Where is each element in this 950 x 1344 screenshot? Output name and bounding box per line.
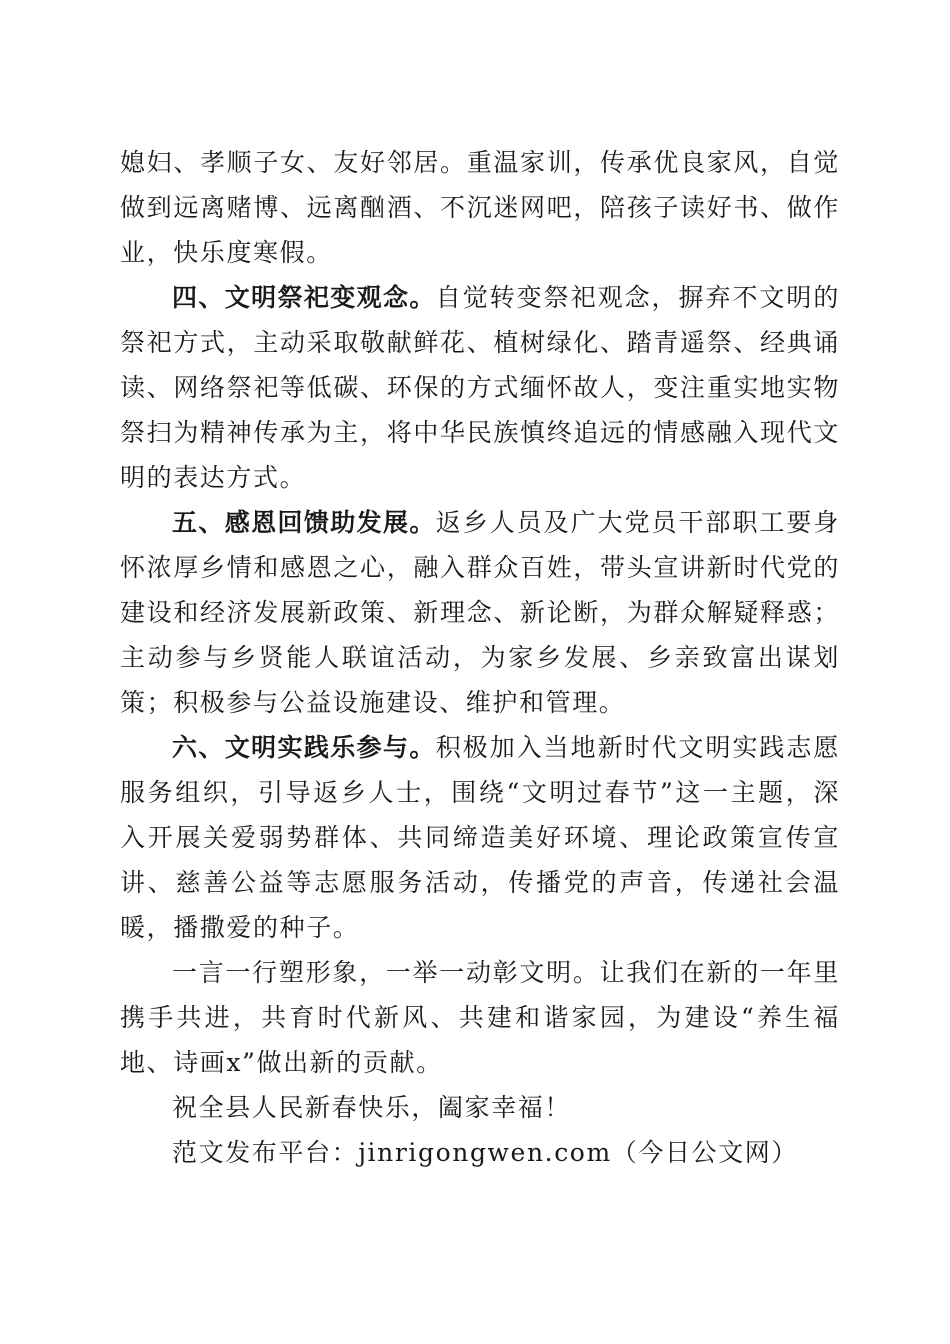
- paragraph-continuation: [120, 140, 840, 275]
- document-body: [120, 140, 840, 1175]
- paragraph-text: 自觉转变祭祀观念，摒弃不文明的祭祀方式，主动采取敬献鲜花、植树绿化、踏青遥祭、经典诵读、网络祭祀等低碳、环保的方式缅怀故人，变注重实地实物祭扫为精神传承为主，将中华民族慎终追远的情感融入现代文明的表达方式。: [120, 283, 840, 492]
- paragraph-source: [120, 1130, 840, 1175]
- paragraph-text: 范文发布平台：jinrigongwen.com（今日公文网）: [172, 1138, 798, 1167]
- paragraph-text: 媳妇、孝顺子女、友好邻居。重温家训，传承优良家风，自觉做到远离赌博、远离酗酒、不沉迷网吧，陪孩子读好书、做作业，快乐度寒假。: [120, 148, 840, 267]
- section-heading: 六、文明实践乐参与。: [172, 733, 436, 762]
- paragraph-section-6: [120, 725, 840, 950]
- paragraph-greeting: [120, 1085, 840, 1130]
- paragraph-section-5: [120, 500, 840, 725]
- paragraph-text: 返乡人员及广大党员干部职工要身怀浓厚乡情和感恩之心，融入群众百姓，带头宣讲新时代党的建设和经济发展新政策、新理念、新论断，为群众解疑释惑；主动参与乡贤能人联谊活动，为家乡发展、乡亲致富出谋划策；积极参与公益设施建设、维护和管理。: [120, 508, 840, 717]
- paragraph-section-4: [120, 275, 840, 500]
- paragraph-closing: [120, 950, 840, 1085]
- paragraph-text: 一言一行塑形象，一举一动彰文明。让我们在新的一年里携手共进，共育时代新风、共建和谐家园，为建设“养生福地、诗画x”做出新的贡献。: [120, 958, 840, 1077]
- paragraph-text: 积极加入当地新时代文明实践志愿服务组织，引导返乡人士，围绕“文明过春节”这一主题，深入开展关爱弱势群体、共同缔造美好环境、理论政策宣传宣讲、慈善公益等志愿服务活动，传播党的声音，传递社会温暖，播撒爱的种子。: [120, 733, 840, 942]
- section-heading: 五、感恩回馈助发展。: [172, 508, 436, 537]
- section-heading: 四、文明祭祀变观念。: [172, 283, 436, 312]
- paragraph-text: 祝全县人民新春快乐，阖家幸福！: [172, 1093, 572, 1122]
